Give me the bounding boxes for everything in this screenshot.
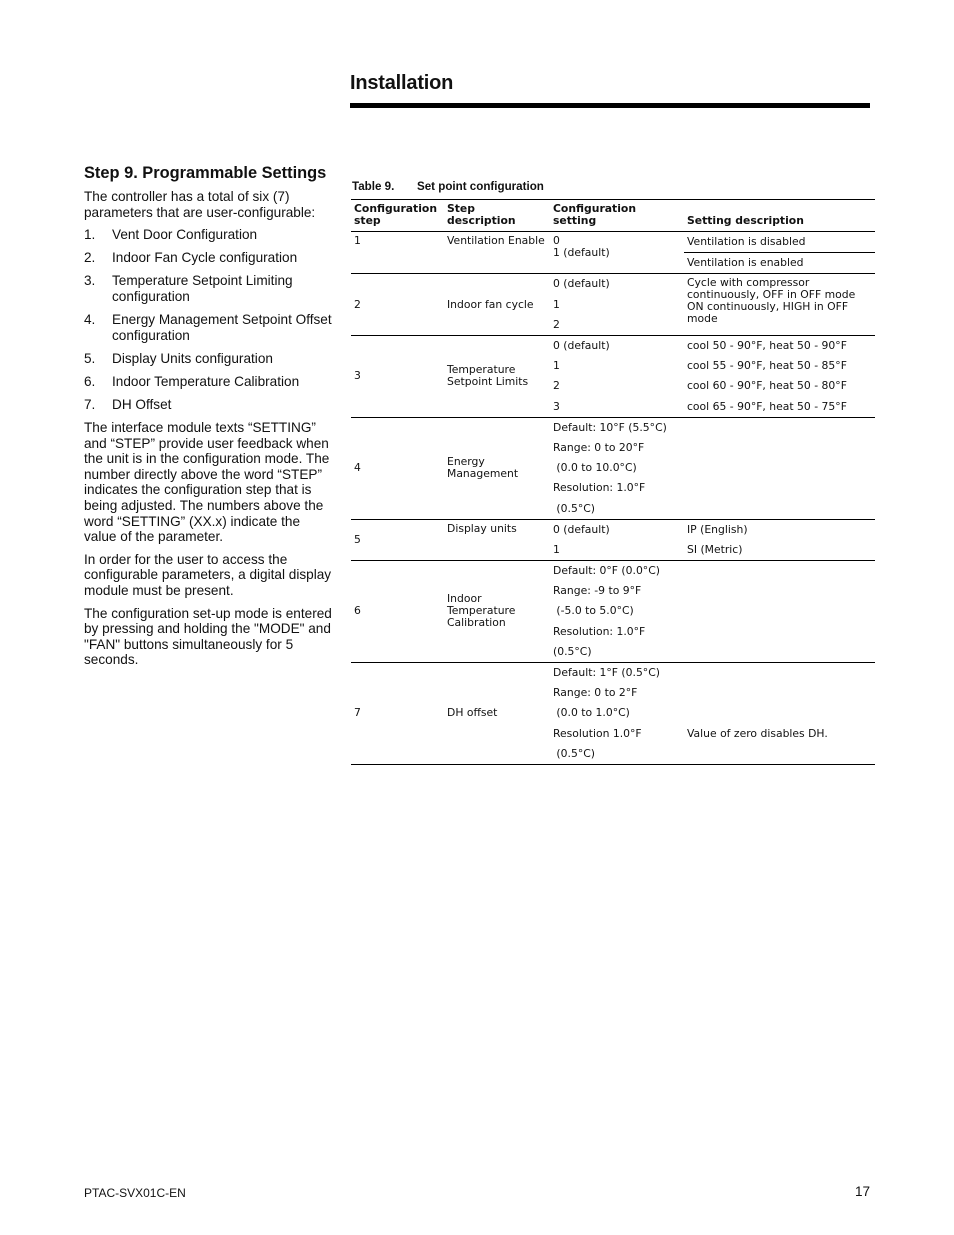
- setting-value: Resolution: 1.0°F: [553, 481, 646, 495]
- title-rule: [350, 103, 870, 108]
- setting-desc-cell: IP (English): [687, 522, 748, 536]
- setting-desc-cell: [684, 744, 875, 765]
- step-cell: 1: [354, 234, 361, 247]
- list-text: Display Units configuration: [112, 350, 273, 366]
- step-cell: 7: [354, 706, 361, 720]
- setting-value: 0: [553, 234, 560, 247]
- table-caption-title: Set point configuration: [417, 180, 544, 193]
- column-header: Step description: [444, 200, 550, 232]
- setting-desc-cell: Ventilation is enabled: [687, 256, 804, 270]
- step-cell: 6: [354, 604, 361, 618]
- list-text: Energy Management Setpoint Offset configuration: [112, 312, 332, 343]
- footer-page-number: 17: [855, 1184, 871, 1199]
- body-paragraph: The interface module texts “SETTING” and “STEP” provide user feedback when the unit is in the configuration mode. The number directly above the word “STEP” indicates the configuration step that is being adjusted. The numbers above the word “SETTING” (XX.x) indicate the value of the parameter.: [84, 420, 330, 545]
- list-number: 6.: [84, 373, 96, 389]
- setting-value: (-5.0 to 5.0°C): [553, 604, 634, 618]
- setting-value: (0.5°C): [553, 746, 595, 760]
- setting-desc-cell: [684, 561, 875, 663]
- setting-cell: [550, 232, 684, 274]
- step-cell: 4: [354, 461, 361, 475]
- setting-value: (0.5°C): [553, 644, 592, 658]
- setting-value: (0.5°C): [553, 501, 595, 515]
- table-row: [351, 417, 875, 438]
- setting-value: Range: -9 to 9°F: [553, 584, 642, 598]
- setting-value: 0 (default): [553, 339, 610, 353]
- list-item: [84, 273, 332, 304]
- table-caption: [352, 180, 544, 193]
- setting-note-cell: Value of zero disables DH.: [687, 726, 828, 740]
- list-number: 2.: [84, 250, 96, 266]
- table-header-row: [351, 200, 875, 232]
- setting-desc-cell: cool 50 - 90°F, heat 50 - 90°F: [687, 339, 847, 353]
- list-item: [84, 374, 332, 390]
- list-number: 7.: [84, 396, 96, 412]
- setting-value: (0.0 to 1.0°C): [553, 706, 630, 720]
- step-desc-cell: Indoor Temperature Calibration: [447, 592, 516, 630]
- body-paragraph: In order for the user to access the configurable parameters, a digital display module must be present.: [84, 551, 332, 598]
- table-caption-label: Table 9.: [352, 180, 395, 193]
- setting-desc-cell: cool 65 - 90°F, heat 50 - 75°F: [687, 399, 847, 413]
- list-item: [84, 397, 332, 413]
- setting-value: Resolution 1.0°F: [553, 726, 642, 740]
- list-text: Temperature Setpoint Limiting configuration: [112, 273, 293, 304]
- step-desc-cell: Energy Management: [447, 455, 519, 481]
- table-row-group: [351, 417, 875, 519]
- step-heading: Step 9. Programmable Settings: [84, 164, 327, 182]
- step-cell: 5: [354, 532, 361, 546]
- setting-value: 2: [553, 317, 560, 331]
- step-desc-cell: Display units: [447, 521, 517, 535]
- setting-value: 1 (default): [553, 246, 610, 259]
- setting-value: 1: [553, 542, 560, 556]
- setting-desc-cell: Ventilation is disabled: [684, 232, 875, 253]
- list-text: Indoor Temperature Calibration: [112, 373, 300, 389]
- setting-desc-cell: [684, 703, 875, 723]
- footer-doc-id: PTAC-SVX01C-EN: [84, 1186, 186, 1200]
- list-item: [84, 250, 332, 266]
- table-row: [351, 335, 875, 356]
- setting-desc-cell: SI (Metric): [687, 542, 743, 556]
- list-item: [84, 227, 332, 243]
- list-text: DH Offset: [112, 396, 172, 412]
- setting-value: 2: [553, 379, 560, 393]
- table-row-group: [351, 232, 875, 274]
- setting-desc-cell: [684, 417, 875, 519]
- step-desc-cell: Ventilation Enable: [447, 234, 545, 247]
- setting-value: 3: [553, 399, 560, 413]
- table-row: [351, 561, 875, 582]
- table-row: [351, 519, 875, 540]
- table-row-group: [351, 274, 875, 336]
- step-cell: 2: [354, 297, 361, 311]
- table-row: [351, 662, 875, 683]
- setting-desc-cell: [684, 662, 875, 683]
- table-row-group: [351, 519, 875, 560]
- step-desc-cell: Temperature Setpoint Limits: [447, 363, 529, 389]
- table-row: [351, 232, 875, 253]
- list-item: [84, 312, 332, 343]
- setting-desc-cell: Cycle with compressor continuously, OFF in OFF mode ON continuously, HIGH in OFF mode: [687, 276, 856, 326]
- setting-desc-cell: [684, 683, 875, 703]
- setting-value: Default: 10°F (5.5°C): [553, 420, 667, 434]
- column-header: Configuration setting: [550, 200, 684, 232]
- setting-value: 0 (default): [553, 522, 610, 536]
- left-column: [84, 164, 332, 675]
- list-number: 1.: [84, 227, 96, 243]
- setpoint-config-table: [351, 199, 875, 765]
- list-text: Indoor Fan Cycle configuration: [112, 250, 298, 266]
- setting-value: 1: [553, 297, 560, 311]
- setting-value: Default: 0°F (0.0°C): [553, 564, 660, 578]
- setting-value: Default: 1°F (0.5°C): [553, 666, 660, 680]
- column-header: Setting description: [684, 200, 875, 232]
- column-header: Configuration step: [351, 200, 444, 232]
- table-row-group: [351, 662, 875, 764]
- setting-value: Range: 0 to 20°F: [553, 440, 645, 454]
- list-number: 3.: [84, 273, 96, 289]
- list-number: 4.: [84, 312, 96, 328]
- list-number: 5.: [84, 350, 96, 366]
- setting-value: 0 (default): [553, 277, 610, 291]
- table-row: [351, 274, 875, 295]
- setting-value: Resolution: 1.0°F: [553, 624, 646, 638]
- step-desc-cell: DH offset: [447, 706, 498, 720]
- step-cell: 3: [354, 369, 361, 383]
- setting-desc-cell: cool 55 - 90°F, heat 50 - 85°F: [687, 359, 847, 373]
- section-title: Installation: [350, 72, 454, 94]
- setting-value: (0.0 to 10.0°C): [553, 461, 637, 475]
- list-item: [84, 351, 332, 367]
- setting-value: Range: 0 to 2°F: [553, 686, 638, 700]
- body-paragraph: The configuration set-up mode is entered by pressing and holding the "MODE" and "FAN" buttons simultaneously for 5 seconds.: [84, 605, 332, 668]
- list-text: Vent Door Configuration: [112, 227, 258, 243]
- table-row-group: [351, 335, 875, 417]
- table-row-group: [351, 561, 875, 663]
- setting-value: 1: [553, 359, 560, 373]
- parameter-list: [84, 227, 332, 412]
- step-desc-cell: Indoor fan cycle: [447, 297, 534, 311]
- setting-desc-cell: cool 60 - 90°F, heat 50 - 80°F: [687, 379, 847, 393]
- intro-paragraph: The controller has a total of six (7) parameters that are user-configurable:: [84, 189, 316, 220]
